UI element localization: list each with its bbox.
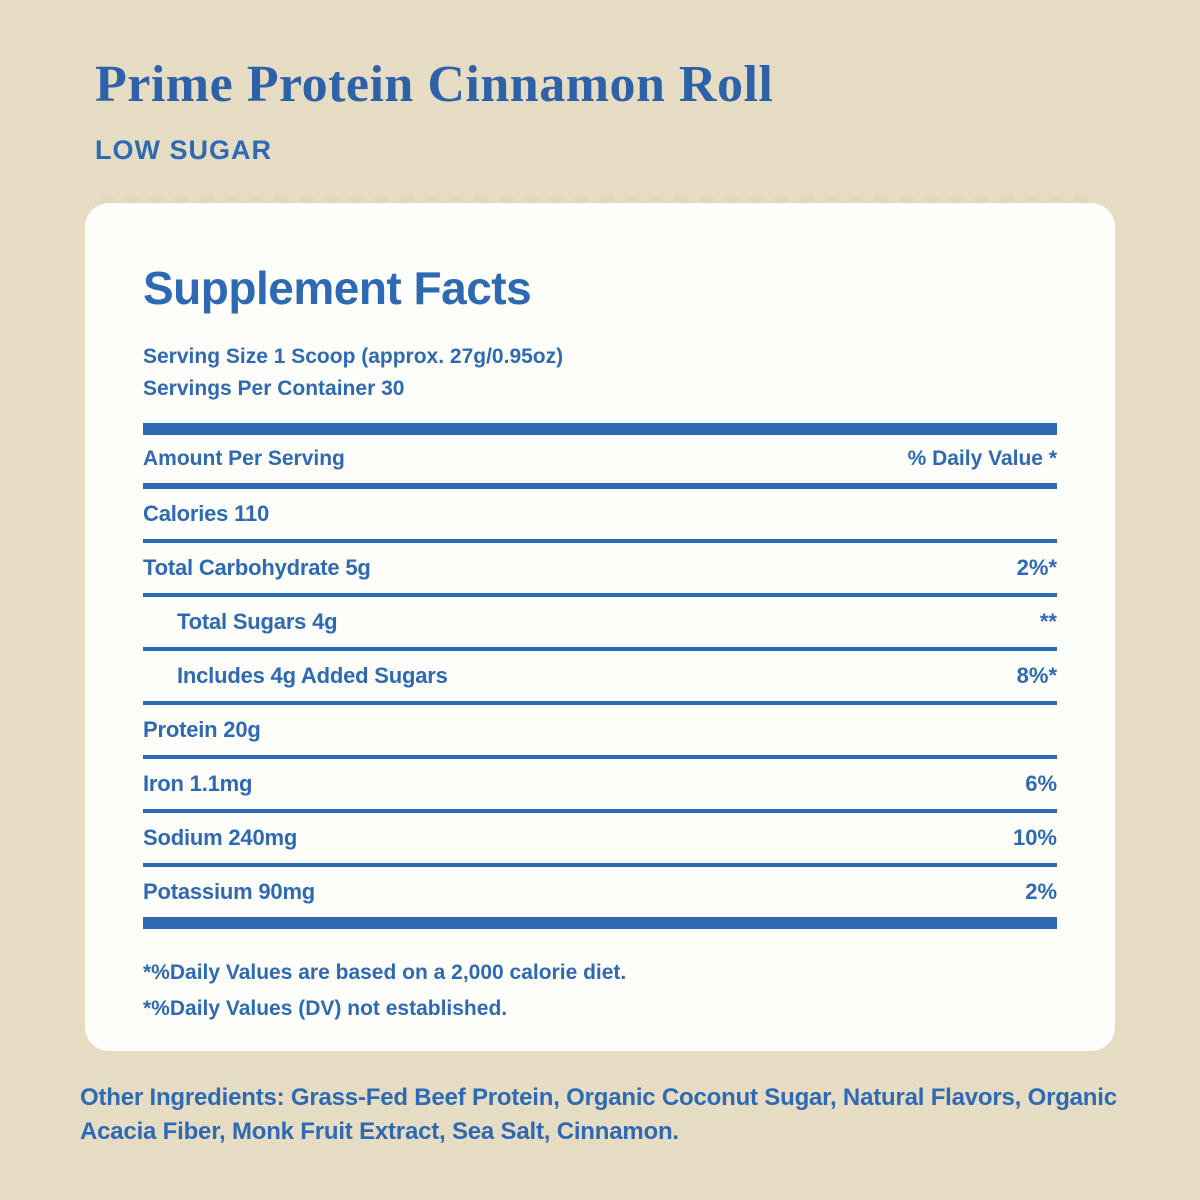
fact-row-protein <box>143 705 1057 755</box>
fact-value: 6% <box>1025 771 1057 796</box>
fact-label: Total Sugars 4g <box>177 609 338 634</box>
fact-row-added-sugars <box>143 651 1057 701</box>
fact-row-total-carbohydrate <box>143 543 1057 593</box>
product-subtitle: LOW SUGAR <box>95 135 272 166</box>
product-title: Prime Protein Cinnamon Roll <box>95 56 774 113</box>
fact-value: 2%* <box>1016 555 1057 580</box>
fact-row-sodium <box>143 813 1057 863</box>
fact-value: 8%* <box>1016 663 1057 688</box>
fact-label: Calories 110 <box>143 501 270 526</box>
top-divider-bar <box>143 423 1057 435</box>
other-ingredients: Other Ingredients: Grass-Fed Beef Protein, Organic Coconut Sugar, Natural Flavors, Organic Acacia Fiber, Monk Fruit Extract, Sea Salt, Cinnamon. <box>80 1084 1117 1145</box>
bottom-divider-bar <box>143 917 1057 929</box>
supplement-facts-panel <box>85 203 1115 1051</box>
fact-row-iron <box>143 759 1057 809</box>
fact-label: Iron 1.1mg <box>143 771 253 796</box>
product-header <box>95 56 1115 166</box>
fact-value: ** <box>1039 609 1057 634</box>
serving-size: Serving Size 1 Scoop (approx. 27g/0.95oz) <box>143 345 564 368</box>
fact-label: Total Carbohydrate 5g <box>143 555 371 580</box>
fact-value: 2% <box>1025 879 1057 904</box>
column-header-left: Amount Per Serving <box>143 447 345 470</box>
footnotes <box>143 955 1057 1027</box>
column-header-row <box>143 435 1057 483</box>
fact-label: Includes 4g Added Sugars <box>177 663 448 688</box>
fact-row-total-sugars <box>143 597 1057 647</box>
fact-label: Protein 20g <box>143 717 261 742</box>
fact-row-calories <box>143 489 1057 539</box>
fact-label: Potassium 90mg <box>143 879 316 904</box>
fact-row-potassium <box>143 867 1057 917</box>
footnote-daily-values: *%Daily Values are based on a 2,000 calorie diet. <box>143 961 627 984</box>
facts-heading: Supplement Facts <box>143 262 532 314</box>
footnote-dv-not-established: *%Daily Values (DV) not established. <box>143 997 508 1020</box>
fact-label: Sodium 240mg <box>143 825 298 850</box>
column-header-right: % Daily Value * <box>907 447 1057 470</box>
serving-info <box>143 341 1057 405</box>
fact-value: 10% <box>1012 825 1057 850</box>
servings-per-container: Servings Per Container 30 <box>143 377 405 400</box>
